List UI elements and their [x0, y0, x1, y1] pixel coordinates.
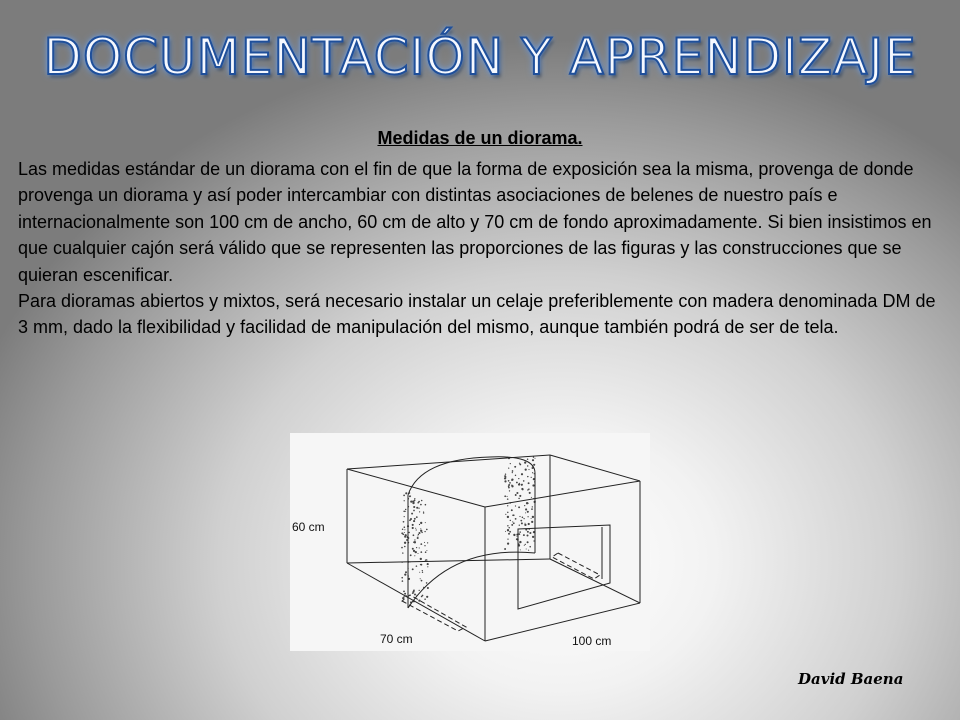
speckle-dot — [509, 482, 511, 484]
speckle-dot — [423, 512, 424, 513]
floor-rail — [552, 553, 600, 579]
speckle-dot — [414, 594, 416, 596]
author-signature: David Baena — [798, 670, 904, 688]
speckle-dot — [426, 559, 427, 560]
speckle-dot — [418, 532, 420, 534]
speckle-dot — [515, 505, 516, 506]
speckle-dot — [526, 549, 527, 550]
speckle-dot — [512, 470, 514, 472]
speckle-dot — [508, 484, 510, 486]
speckle-dot — [404, 500, 405, 501]
speckle-dot — [402, 528, 404, 530]
speckle-dot — [413, 506, 415, 508]
speckle-dot — [421, 500, 423, 502]
speckle-dot — [528, 469, 529, 470]
speckle-dot — [421, 596, 423, 598]
speckle-dot — [505, 476, 506, 477]
speckle-dot — [532, 536, 534, 538]
speckle-dot — [533, 464, 535, 466]
speckle-dot — [520, 520, 522, 522]
speckle-dot — [425, 551, 427, 553]
speckle-dot — [523, 534, 525, 536]
speckle-dot — [405, 511, 406, 512]
speckle-dot — [514, 466, 516, 468]
speckle-dot — [402, 580, 404, 582]
speckle-dot — [404, 532, 405, 533]
speckle-dot — [422, 572, 423, 573]
speckle-dot — [505, 531, 506, 532]
paragraph-standard-measures: Las medidas estándar de un diorama con el fin de que la forma de exposición sea la misma, provenga de donde provenga un diorama y así poder intercambiar con distintas asociaciones de belenes de nuestro país e internacionalmente son 100 cm de ancho, 60 cm de alto y 70 cm de fondo aproximadamente. Si bien insistimos en que cualquier cajón será válido que se representen las proporciones de las figuras y las construcciones que se quieran escenificar. — [18, 159, 932, 285]
speckle-dot — [523, 480, 525, 482]
speckle-dot — [404, 526, 406, 528]
speckle-dot — [522, 517, 524, 519]
body-text — [18, 156, 948, 341]
speckle-dot — [508, 533, 510, 535]
speckle-dot — [424, 598, 426, 600]
speckle-dot — [405, 571, 407, 573]
speckle-dot — [527, 516, 528, 517]
speckle-dot — [516, 492, 518, 494]
speckle-dot — [404, 546, 406, 548]
speckle-dot — [509, 490, 510, 491]
speckle-dot — [413, 534, 415, 536]
speckle-dot — [420, 564, 421, 565]
speckle-dot — [405, 534, 407, 536]
speckle-dot — [509, 531, 511, 533]
speckle-dot — [410, 496, 411, 497]
speckle-dot — [508, 527, 509, 528]
speckle-dot — [532, 484, 534, 486]
speckle-dot — [515, 475, 516, 476]
speckle-dot — [404, 574, 406, 576]
speckle-dot — [420, 504, 422, 506]
width-label: 100 cm — [572, 634, 612, 648]
diorama-diagram — [290, 433, 650, 651]
speckle-dot — [405, 509, 406, 510]
speckle-dot — [420, 578, 421, 579]
speckle-dot — [403, 596, 404, 597]
speckle-dot — [417, 537, 419, 539]
speckle-dot — [531, 508, 533, 510]
speckle-dot — [419, 572, 420, 573]
speckle-dot — [527, 489, 528, 490]
speckle-dot — [417, 535, 418, 536]
box-edge — [347, 469, 485, 507]
speckle-dot — [419, 511, 420, 512]
speckle-dot — [412, 524, 414, 526]
speckle-dot — [416, 529, 417, 530]
height-label: 60 cm — [292, 520, 325, 534]
speckle-dot — [412, 548, 414, 550]
speckle-dot — [534, 458, 535, 459]
speckle-dot — [507, 496, 508, 497]
speckle-dot — [513, 534, 515, 536]
speckle-dot — [527, 511, 529, 513]
speckle-dot — [505, 473, 506, 474]
speckle-dot — [521, 488, 523, 490]
speckle-dot — [527, 476, 528, 477]
speckle-dot — [417, 502, 419, 504]
speckle-dot — [420, 522, 422, 524]
speckle-dot — [420, 551, 422, 553]
speckle-dot — [532, 516, 534, 518]
speckle-dot — [511, 509, 513, 511]
speckle-dot — [413, 550, 415, 552]
speckle-dot — [419, 524, 420, 525]
speckle-dot — [508, 480, 510, 482]
floor-rail — [402, 595, 466, 631]
speckle-dot — [403, 510, 405, 512]
speckle-dot — [425, 522, 426, 523]
speckle-dot — [403, 521, 405, 523]
speckle-dot — [521, 473, 523, 475]
speckle-dot — [511, 479, 513, 481]
speckle-dot — [414, 555, 415, 556]
paragraph-sky-panel: Para dioramas abiertos y mixtos, será necesario instalar un celaje preferiblemente con madera denominada DM de 3 mm, dado la flexibilidad y facilidad de manipulación del mismo, aunque también podrá de ser de tela. — [18, 291, 936, 338]
speckle-dot — [521, 522, 523, 524]
speckle-dot — [416, 547, 417, 548]
speckle-dot — [512, 515, 513, 516]
speckle-dot — [412, 568, 414, 570]
speckle-dot — [411, 513, 413, 515]
speckle-dot — [504, 548, 506, 550]
speckle-dot — [507, 525, 508, 526]
speckle-dot — [414, 498, 415, 499]
speckle-dot — [521, 484, 522, 485]
speckle-dot — [416, 516, 418, 518]
speckle-dot — [424, 545, 425, 546]
speckle-dot — [511, 485, 513, 487]
speckle-dot — [417, 553, 418, 554]
speckle-dot — [519, 531, 521, 533]
speckle-dot — [529, 532, 531, 534]
speckle-dot — [505, 514, 506, 515]
speckle-dot — [533, 540, 534, 541]
speckle-dot — [422, 570, 423, 571]
speckle-dot — [508, 487, 510, 489]
box-edge — [347, 563, 485, 641]
speckle-dot — [424, 531, 425, 532]
speckle-dot — [402, 533, 404, 535]
speckle-dot — [531, 521, 533, 523]
speckle-dot — [420, 543, 422, 545]
speckle-dot — [404, 542, 406, 544]
box-edge — [485, 603, 640, 641]
speckle-texture — [401, 456, 536, 603]
speckle-dot — [532, 459, 534, 461]
speckle-dot — [526, 502, 528, 504]
speckle-dot — [424, 542, 425, 543]
speckle-dot — [426, 596, 428, 598]
speckle-dot — [518, 506, 520, 508]
speckle-dot — [528, 523, 530, 525]
speckle-dot — [403, 495, 405, 497]
speckle-dot — [413, 510, 415, 512]
speckle-dot — [507, 498, 509, 500]
side-opening — [518, 525, 610, 609]
section-subtitle: Medidas de un diorama. — [377, 128, 583, 148]
speckle-dot — [414, 542, 416, 544]
speckle-dot — [418, 534, 419, 535]
speckle-dot — [507, 505, 508, 506]
speckle-dot — [426, 529, 428, 531]
speckle-dot — [508, 467, 509, 468]
speckle-dot — [524, 523, 525, 524]
speckle-dot — [412, 527, 414, 529]
speckle-dot — [515, 518, 517, 520]
speckle-dot — [518, 478, 519, 479]
speckle-dot — [402, 552, 403, 553]
speckle-dot — [410, 554, 412, 556]
speckle-dot — [404, 516, 405, 517]
speckle-dot — [403, 590, 405, 592]
speckle-dot — [405, 492, 407, 494]
speckle-dot — [504, 480, 506, 482]
slide-title: DOCUMENTACIÓN Y APRENDIZAJE — [43, 28, 917, 86]
speckle-dot — [412, 592, 414, 594]
speckle-dot — [419, 590, 420, 591]
speckle-dot — [525, 512, 526, 513]
speckle-dot — [519, 525, 520, 526]
speckle-dot — [510, 463, 511, 464]
speckle-dot — [427, 542, 428, 543]
speckle-dot — [531, 497, 532, 498]
speckle-dot — [401, 547, 403, 549]
speckle-dot — [516, 482, 518, 484]
speckle-dot — [532, 506, 533, 507]
speckle-dot — [524, 524, 526, 526]
speckle-dot — [504, 495, 506, 497]
speckle-dot — [512, 472, 513, 473]
speckle-dot — [425, 504, 427, 506]
speckle-dot — [523, 518, 524, 519]
speckle-dot — [528, 550, 529, 551]
speckle-dot — [519, 483, 520, 484]
box-edge — [347, 559, 550, 563]
speckle-dot — [511, 524, 513, 526]
speckle-dot — [410, 500, 412, 502]
speckle-dot — [512, 521, 513, 522]
speckle-dot — [519, 516, 520, 517]
speckle-dot — [426, 582, 428, 584]
speckle-dot — [420, 530, 422, 532]
speckle-dot — [427, 563, 429, 565]
speckle-dot — [415, 528, 416, 529]
speckle-dot — [413, 520, 415, 522]
speckle-dot — [507, 512, 508, 513]
speckle-dot — [524, 461, 526, 463]
speckle-dot — [412, 500, 414, 502]
speckle-dot — [532, 472, 533, 473]
speckle-dot — [419, 547, 420, 548]
speckle-dot — [531, 518, 532, 519]
speckle-dot — [404, 593, 406, 595]
speckle-dot — [426, 550, 427, 551]
speckle-dot — [533, 456, 534, 457]
speckle-dot — [421, 580, 423, 582]
speckle-dot — [507, 516, 509, 518]
speckle-dot — [416, 507, 418, 509]
speckle-dot — [527, 541, 529, 543]
speckle-dot — [525, 469, 527, 471]
speckle-dot — [527, 465, 528, 466]
speckle-dot — [529, 546, 531, 548]
speckle-dot — [404, 529, 405, 530]
speckle-dot — [528, 482, 530, 484]
speckle-dot — [516, 536, 517, 537]
speckle-dot — [414, 518, 416, 520]
speckle-dot — [507, 529, 509, 531]
speckle-dot — [531, 477, 532, 478]
box-edge — [550, 455, 640, 481]
speckle-dot — [529, 492, 531, 494]
speckle-dot — [413, 589, 414, 590]
speckle-dot — [513, 522, 515, 524]
speckle-dot — [527, 459, 528, 460]
speckle-dot — [520, 549, 521, 550]
speckle-dot — [416, 565, 418, 567]
speckle-dot — [427, 566, 428, 567]
speckle-dot — [519, 495, 521, 497]
speckle-dot — [408, 532, 409, 533]
speckle-dot — [510, 520, 511, 521]
speckle-dot — [518, 498, 520, 500]
speckle-dot — [518, 533, 520, 535]
speckle-dot — [409, 519, 411, 521]
speckle-dot — [420, 558, 422, 560]
speckle-dot — [507, 538, 508, 539]
depth-label: 70 cm — [380, 632, 413, 646]
speckle-dot — [427, 587, 429, 589]
speckle-dot — [525, 508, 527, 510]
speckle-dot — [519, 541, 521, 543]
speckle-dot — [519, 463, 520, 464]
speckle-dot — [414, 539, 415, 540]
speckle-dot — [515, 494, 517, 496]
speckle-dot — [401, 577, 403, 579]
speckle-dot — [418, 508, 419, 509]
speckle-dot — [524, 505, 525, 506]
speckle-dot — [524, 545, 525, 546]
speckle-dot — [525, 544, 526, 545]
speckle-dot — [507, 542, 509, 544]
speckle-dot — [527, 531, 529, 533]
speckle-dot — [420, 528, 421, 529]
speckle-dot — [526, 534, 528, 536]
